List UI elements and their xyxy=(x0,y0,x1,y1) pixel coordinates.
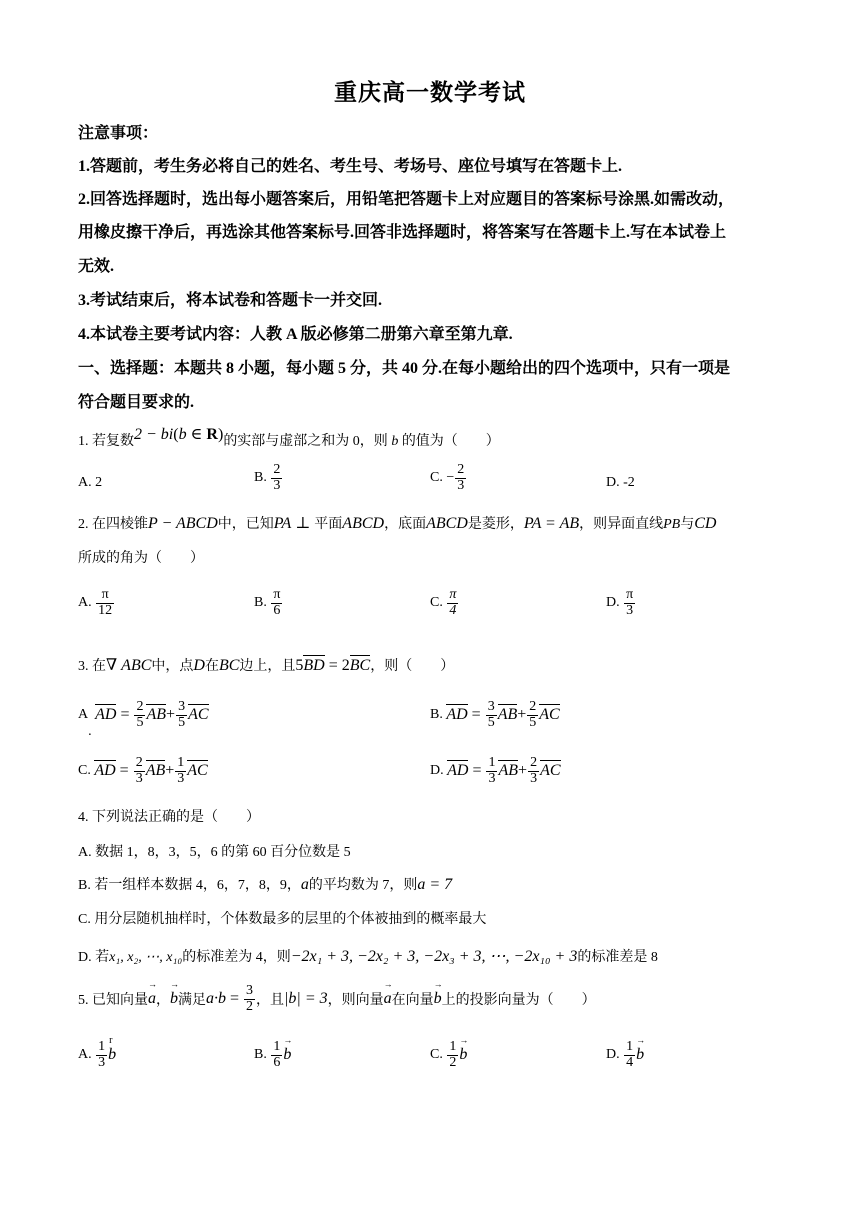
notes-heading: 注意事项： xyxy=(78,125,159,142)
q3-option-b: B. AD = $\frac{3}{5}$ AB+ $\frac{2}{5}$ AC xyxy=(430,699,560,730)
section-heading-line-1: 一、选择题：本题共 8 小题，每小题 5 分，共 40 分.在每小题给出的四个选项中，只有一项是 xyxy=(78,360,731,377)
q1-expr: 2 − bi xyxy=(134,426,174,443)
question-2-stem-line-1: 2. 在四棱锥P − ABCD中，已知PA ⊥ 平面ABCD，底面ABCD是菱形，PA = AB，则异面直线PB与CD xyxy=(78,515,717,532)
q4-option-c: C. 用分层随机抽样时，个体数最多的层里的个体被抽到的概率最大 xyxy=(78,912,487,927)
note-2-line-2: 用橡皮擦干净后，再选涂其他答案标号.回答非选择题时，将答案写在答题卡上.写在本试卷上 xyxy=(78,224,727,241)
q4-option-b: B. 若一组样本数据 4，6，7，8，9，a的平均数为 7，则a = 7 xyxy=(78,876,453,893)
q2-option-b: B. $\frac{\pi}{6}$ xyxy=(254,587,281,618)
q3-option-d: D. AD = $\frac{1}{3}$ AB+ $\frac{2}{3}$ AC xyxy=(430,755,561,786)
question-3-stem: 3. 在∇ ABC中，点D在BC边上，且5BD = 2BC，则（ ） xyxy=(78,657,455,674)
q4-option-d: D. 若x₁, x₂, ⋯, x₁₀的标准差为 4，则−2x₁ + 3, −2x₂ + 3, −2x₃ + 3, ⋯, −2x₁₀ + 3的标准差是 8 xyxy=(78,948,658,965)
question-4-stem: 4. 下列说法正确的是（ ） xyxy=(78,810,260,825)
q2-option-d: D. $\frac{\pi}{3}$ xyxy=(606,587,634,618)
q1-option-c: C. − $\frac{2}{3}$ xyxy=(430,462,465,493)
q3-option-a: A. AD = $\frac{2}{5}$ AB+ $\frac{3}{5}$ AC xyxy=(78,699,209,740)
q2-option-a: A. $\frac{\pi}{12}$ xyxy=(78,587,113,618)
q5-option-b: B. $\frac{1}{6}$ → b xyxy=(254,1040,291,1070)
q5-option-a: A. $\frac{1}{3}$ r b xyxy=(78,1035,117,1070)
page-title: 重庆高一数学考试 xyxy=(334,80,526,105)
question-5-stem: 5. 已知向量→ a，→ b满足a·b = $\frac{3}{2}$ ，且|b| = 3，则向量→ a在向量→ b上的投影向量为（ ） xyxy=(78,984,596,1014)
question-1-stem: 1. 若复数2 − bi(b ∈ R)的实部与虚部之和为 0，则 b 的值为（ ） xyxy=(78,426,500,449)
q2-option-c: C. $\frac{\pi}{4}$ xyxy=(430,587,457,618)
question-2-stem-line-2: 所成的角为（ ） xyxy=(78,551,204,566)
q1-option-b: B. $\frac{2}{3}$ xyxy=(254,462,281,493)
q3-option-c: C. AD = $\frac{2}{3}$ AB+ $\frac{1}{3}$ AC xyxy=(78,755,208,786)
note-1: 1.答题前，考生务必将自己的姓名、考生号、考场号、座位号填写在答题卡上. xyxy=(78,158,623,175)
q5-option-c: C. $\frac{1}{2}$ → b xyxy=(430,1040,467,1070)
q5-option-d: D. $\frac{1}{4}$ → b xyxy=(606,1040,644,1070)
section-heading-line-2: 符合题目要求的. xyxy=(78,394,195,411)
note-3: 3.考试结束后，将本试卷和答题卡一并交回. xyxy=(78,292,383,309)
q4-option-a: A. 数据 1，8，3，5，6 的第 60 百分位数是 5 xyxy=(78,845,351,860)
note-2-line-3: 无效. xyxy=(78,258,115,275)
q1-option-a: A. 2 xyxy=(78,475,103,490)
note-4: 4.本试卷主要考试内容：人教 A 版必修第二册第六章至第九章. xyxy=(78,326,513,343)
note-2-line-1: 2.回答选择题时，选出每小题答案后，用铅笔把答题卡上对应题目的答案标号涂黑.如需改动， xyxy=(78,191,735,208)
q1-option-d: D. -2 xyxy=(606,475,635,490)
